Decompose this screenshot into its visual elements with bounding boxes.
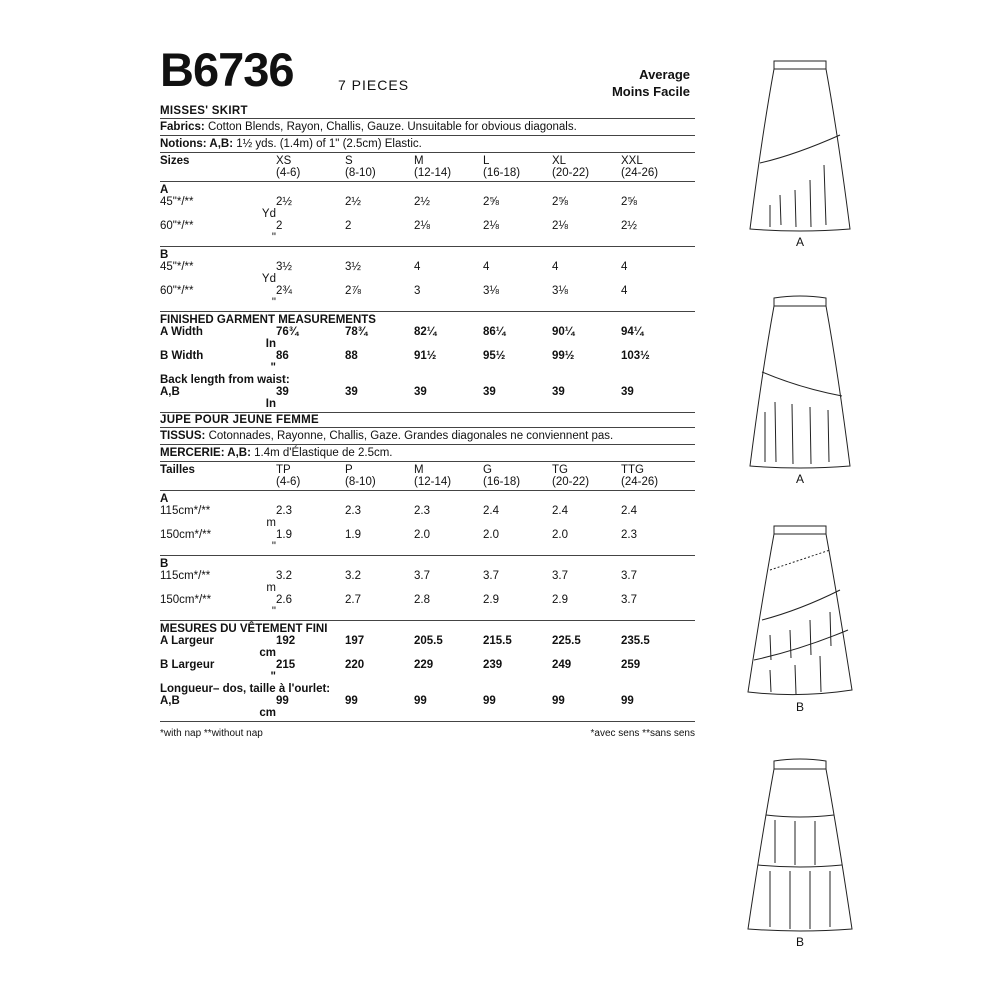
sketch-label: A	[795, 472, 804, 486]
skirt-b-illustration	[740, 520, 860, 698]
level-fr: Moins Facile	[611, 84, 690, 99]
sketch-view-b-2	[740, 755, 860, 949]
piece-count: 7 PIECES	[338, 77, 410, 93]
sketch-view-a-2	[740, 292, 860, 486]
notions-fr: MERCERIE: A,B: 1.4m d'Élastique de 2.5cm.	[160, 445, 695, 462]
footnote-en: *with nap **without nap	[160, 728, 263, 739]
table-row: 60"*/** 2 2 2⅛ 2⅛ 2⅛ 2½ "	[160, 220, 637, 244]
table-row: 150cm*/** 2.6 2.7 2.8 2.9 2.9 3.7 "	[160, 594, 637, 618]
view-a-yardage-en: A 45"*/** 2½ 2½ 2½ 2⅝ 2⅝ 2⅝ Yd 60"*/** 2 2 2⅛ 2⅛ 2⅛ 2½ "	[160, 182, 695, 247]
table-row: 60"*/** 2¾ 2⅞ 3 3⅛ 3⅛ 4 "	[160, 285, 628, 309]
table-row: B Largeur 215 220 229 239 249 259 "	[160, 659, 641, 683]
finished-measurements-en: FINISHED GARMENT MEASUREMENTS A Width 76¾ 78¾ 82¼ 86¼ 90¼ 94¼ In B Width 86 88 91½ 95½ 99½ 103½ " Back length from waist: A,B 39 39 39 39 39 39 In	[160, 312, 695, 412]
view-a-yardage-fr: A 115cm*/** 2.3 2.3 2.3 2.4 2.4 2.4 m 150cm*/** 1.9 1.9 2.0 2.0 2.0 2.3 "	[160, 491, 695, 556]
yardage-chart	[160, 104, 695, 740]
sketch-label: A	[795, 235, 804, 249]
table-row: A Width 76¾ 78¾ 82¼ 86¼ 90¼ 94¼ In	[160, 326, 644, 350]
skirt-a-back-illustration	[740, 292, 860, 470]
notions-en: Notions: A,B: 1½ yds. (1.4m) of 1" (2.5cm) Elastic.	[160, 136, 695, 153]
table-row: 45"*/** 3½ 3½ 4 4 4 4 Yd	[160, 261, 628, 285]
footnote-fr: *avec sens **sans sens	[590, 728, 695, 739]
table-row: 115cm*/** 3.2 3.2 3.7 3.7 3.7 3.7 m	[160, 570, 637, 594]
fabrics-en: Fabrics: Cotton Blends, Rayon, Challis, Gauze. Unsuitable for obvious diagonals.	[160, 119, 695, 136]
pattern-number: B6736	[160, 43, 294, 96]
skirt-b-back-illustration	[740, 755, 860, 933]
view-b-yardage-fr: B 115cm*/** 3.2 3.2 3.7 3.7 3.7 3.7 m 150cm*/** 2.6 2.7 2.8 2.9 2.9 3.7 "	[160, 556, 695, 621]
skirt-a-illustration	[740, 55, 860, 233]
difficulty-level	[612, 66, 690, 100]
table-row: 45"*/** 2½ 2½ 2½ 2⅝ 2⅝ 2⅝ Yd	[160, 196, 637, 220]
sketch-label: B	[795, 700, 804, 714]
section-title-en: MISSES' SKIRT	[160, 104, 695, 119]
table-row: 115cm*/** 2.3 2.3 2.3 2.4 2.4 2.4 m	[160, 505, 637, 529]
table-row: A Largeur 192 197 205.5 215.5 225.5 235.5 cm	[160, 635, 650, 659]
table-row: A,B 39 39 39 39 39 39 In	[160, 386, 634, 410]
table-row: A,B 99 99 99 99 99 99 cm	[160, 695, 634, 719]
sizes-header-en: Sizes XS S M L XL XXL (4-6) (8-10) (12-14) (16-18) (20-22) (24-26)	[160, 153, 695, 182]
table-row: B Width 86 88 91½ 95½ 99½ 103½ "	[160, 350, 650, 374]
sizes-header-fr: Tailles TP P M G TG TTG (4-6) (8-10) (12-14) (16-18) (20-22) (24-26)	[160, 462, 695, 491]
sketch-label: B	[795, 935, 804, 949]
fabrics-fr: TISSUS: Cotonnades, Rayonne, Challis, Gaze. Grandes diagonales ne conviennent pas.	[160, 428, 695, 445]
finished-measurements-fr: MESURES DU VÊTEMENT FINI A Largeur 192 197 205.5 215.5 225.5 235.5 cm B Largeur 215 220 229 239 249 259 " Longueur– dos, taille à l'ourlet: A,B 99 99 99 99 99 99 cm	[160, 621, 695, 722]
table-row: 150cm*/** 1.9 1.9 2.0 2.0 2.0 2.3 "	[160, 529, 637, 553]
sketch-view-a-1	[740, 55, 860, 249]
level-en: Average	[639, 67, 690, 82]
view-b-yardage-en: B 45"*/** 3½ 3½ 4 4 4 4 Yd 60"*/** 2¾ 2⅞ 3 3⅛ 3⅛ 4 "	[160, 247, 695, 312]
section-title-fr: JUPE POUR JEUNE FEMME	[160, 412, 695, 428]
sketch-view-b-1	[740, 520, 860, 714]
footnotes	[160, 722, 695, 740]
